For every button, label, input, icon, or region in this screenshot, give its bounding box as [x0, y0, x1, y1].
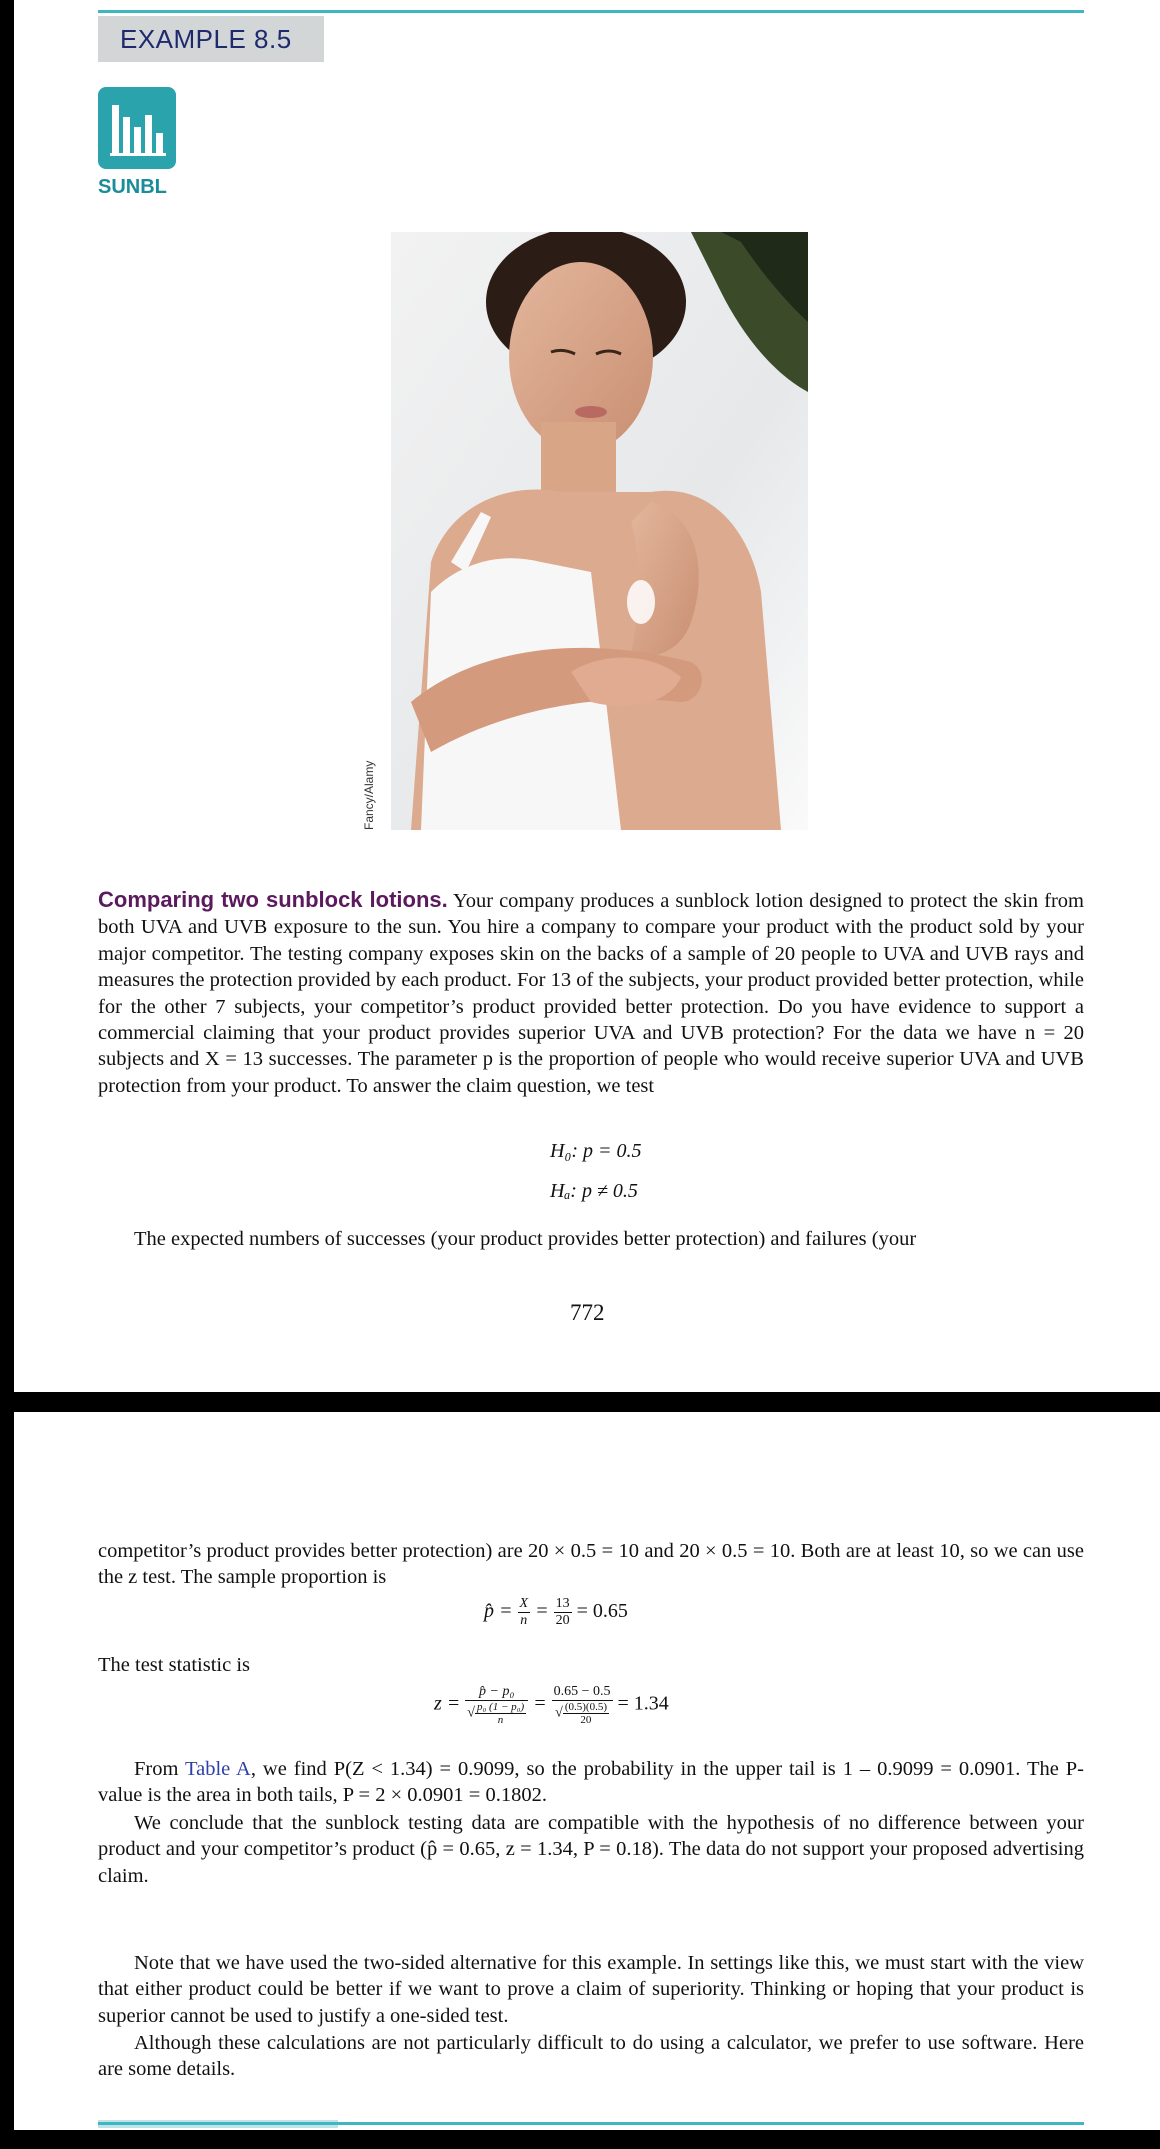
test-statistic-intro: The test statistic is: [98, 1654, 251, 1676]
z-result: = 1.34: [617, 1692, 669, 1715]
z-fraction-numeric: 0.65 − 0.5 √ $\frac{(0.5)(0.5)}{20}$: [553, 1684, 611, 1726]
page-773: [14, 1412, 1160, 2130]
page-772: [14, 0, 1160, 1392]
z-fraction: p̂ − p₀ √ $\frac{\text{p₀ (1 − p₀)}}{n}$: [465, 1684, 528, 1726]
dataset-label[interactable]: SUNBL: [98, 176, 167, 198]
intro-text: Your company produces a sunblock lotion designed to protect the skin from both UVA and UVB exposure to the sun. You hire a company to compare your product with the product sold by your major competitor. The testing company exposes skin on the backs of a sample of 20 people to UVA and UVB rays and measures the protection provided by each product. For 13 of the subjects, your product provided better protection, while for the other 7 subjects, your competitor’s product provided better protection. Do you have evidence to support a commercial claiming that your product provides superior UVA and UVB protection? For the data we have n = 20 subjects and X = 13 successes. The parameter p is the proportion of people who would receive superior UVA and UVB protection from your product. To answer the claim question, we test: [98, 890, 1085, 1097]
example-label: EXAMPLE 8.5: [120, 24, 292, 54]
bottom-accent-rule: [98, 2122, 1084, 2125]
sunblock-photo: [391, 232, 808, 830]
page-number: 772: [570, 1300, 605, 1325]
sample-proportion-equation: [484, 1596, 628, 1629]
bar-chart-icon[interactable]: [98, 87, 176, 169]
phat-result: = 0.65: [576, 1600, 628, 1623]
phat-lhs: p̂ =: [484, 1600, 513, 1623]
photo-credit: Fancy/Alamy: [362, 760, 376, 830]
table-a-link[interactable]: Table A: [185, 1758, 251, 1780]
alternative-hypothesis: Hₐ: p ≠ 0.5: [550, 1180, 638, 1202]
example-intro: [98, 887, 1084, 1099]
conclusion-paragraph: We conclude that the sunblock testing data are compatible with the hypothesis of no difference between your product and your competitor’s product (p̂ = 0.65, z = 1.34, P = 0.18). The data do not support your proposed advertising claim.: [98, 1812, 1084, 1887]
continuation-text: competitor’s product provides better protection) are 20 × 0.5 = 10 and 20 × 0.5 = 10. Both are at least 10, so we can use the z test. The sample proportion is: [98, 1540, 1084, 1589]
phat-fraction-numeric: $\frac{13}{20}$: [555, 1596, 570, 1628]
z-statistic-equation: [434, 1684, 669, 1726]
null-hypothesis: H₀: p = 0.5: [550, 1140, 642, 1162]
phat-fraction: $\frac{X}{n}$: [519, 1596, 529, 1628]
table-a-paragraph: From Table A, we find P(Z < 1.34) = 0.9099, so the probability in the upper tail is 1 – 0.9099 = 0.0901. The P-value is the area in both tails, P = 2 × 0.0901 = 0.1802.: [98, 1758, 1084, 1807]
note-paragraph: Note that we have used the two-sided alternative for this example. In settings like this, we must start with the view that either product could be better if we want to prove a claim of superiority. Thinking or hoping that your product is superior cannot be used to justify a one-sided test.: [98, 1952, 1084, 2027]
top-accent-rule: [98, 10, 1084, 13]
phat-mid: =: [535, 1600, 549, 1623]
example-lead: Comparing two sunblock lotions.: [98, 887, 448, 912]
z-mid: =: [533, 1692, 547, 1715]
z-lhs: z =: [434, 1692, 461, 1715]
software-paragraph: Although these calculations are not particularly difficult to do using a calculator, we prefer to use software. Here are some details.: [98, 2032, 1084, 2081]
expected-line: The expected numbers of successes (your product provides better protection) and failures (your: [134, 1228, 917, 1250]
